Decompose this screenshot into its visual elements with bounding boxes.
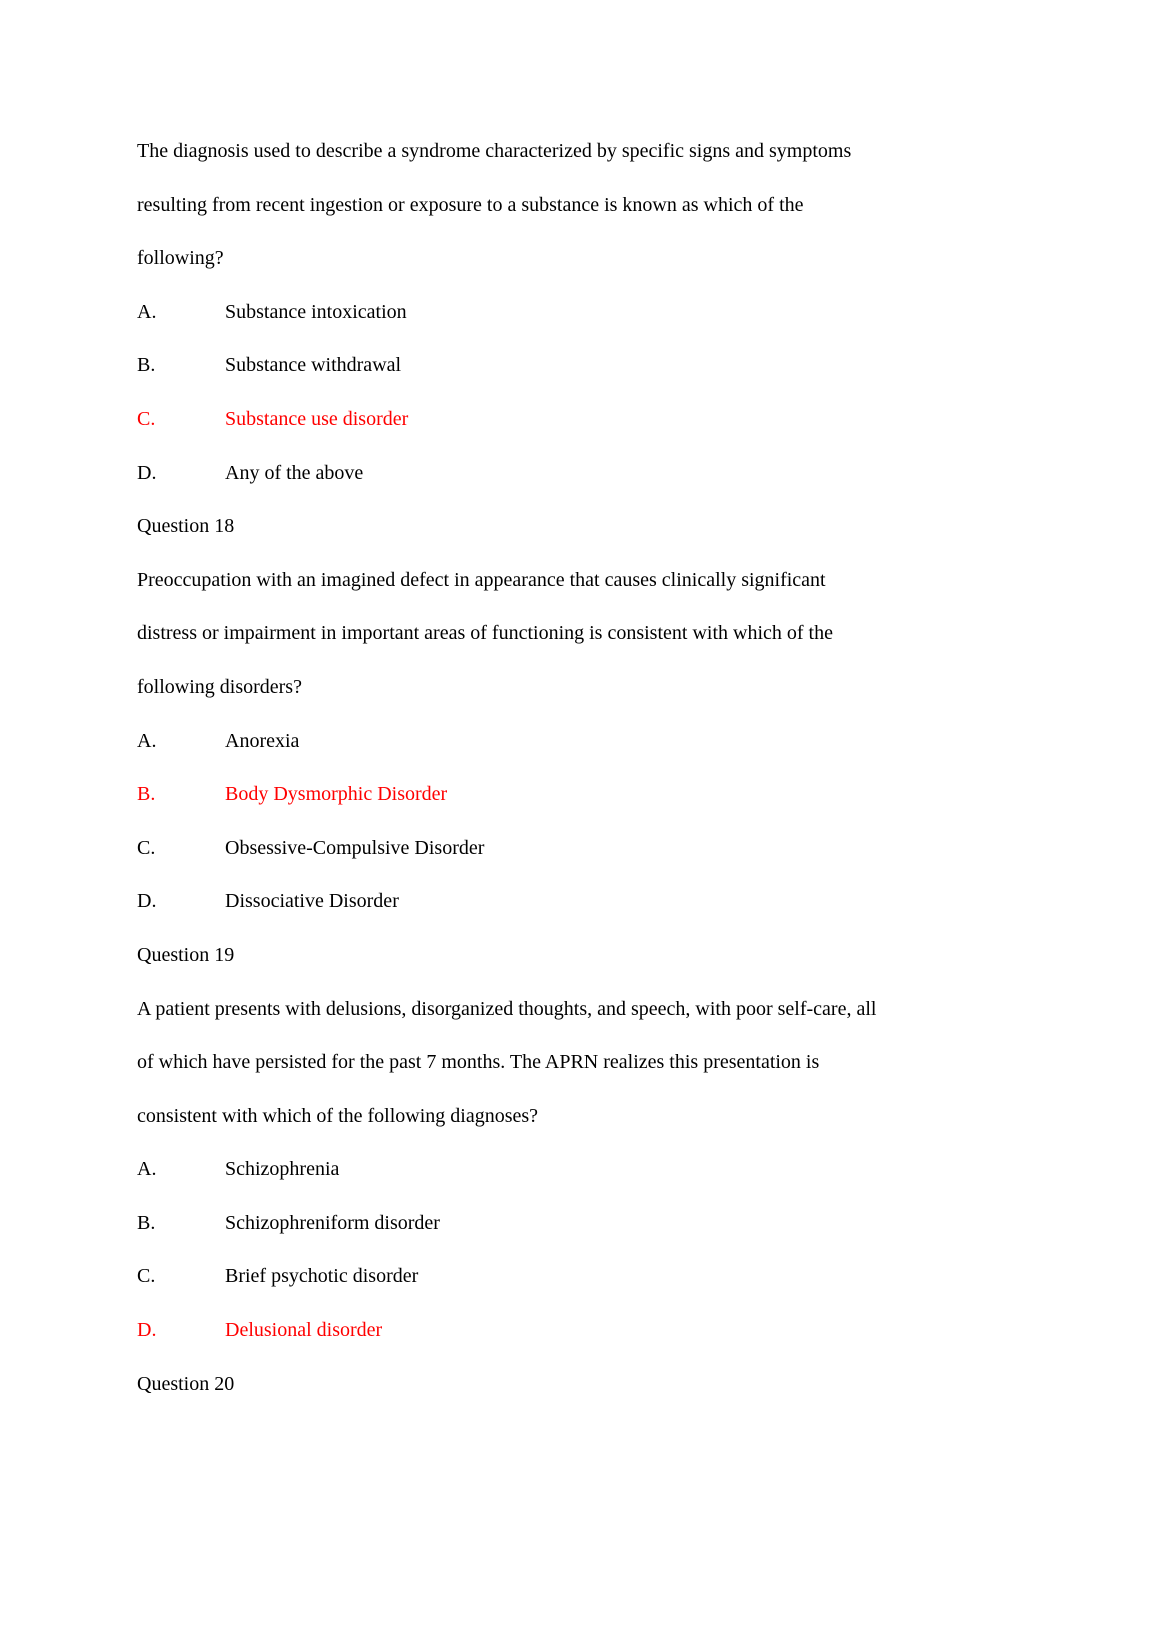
answer-option: [137, 1197, 1027, 1251]
answer-option: [137, 715, 1027, 769]
option-letter: A.: [137, 1158, 157, 1181]
question-prompt-line: A patient presents with delusions, disorganized thoughts, and speech, with poor self-care, all: [137, 997, 877, 1020]
option-letter: A.: [137, 729, 157, 752]
option-text: Delusional disorder: [225, 1319, 383, 1342]
answer-option: [137, 447, 1027, 501]
answer-option: [137, 286, 1027, 340]
answer-option: [137, 393, 1027, 447]
option-text: Brief psychotic disorder: [225, 1265, 419, 1288]
question-prompt-line: of which have persisted for the past 7 months. The APRN realizes this presentation is: [137, 1051, 820, 1074]
question-prompt-line: The diagnosis used to describe a syndrome characterized by specific signs and symptoms: [137, 140, 852, 162]
question-prompt-line: distress or impairment in important areas of functioning is consistent with which of the: [137, 622, 833, 645]
option-letter: B.: [137, 354, 156, 377]
question-header: Question 19: [137, 943, 235, 966]
answer-option: [137, 875, 1027, 929]
answer-option: [137, 339, 1027, 393]
option-text: Dissociative Disorder: [225, 890, 399, 913]
answer-option: [137, 768, 1027, 822]
option-text: Substance intoxication: [225, 300, 407, 323]
option-letter: C.: [137, 407, 156, 430]
answer-option: [137, 1304, 1027, 1358]
option-letter: C.: [137, 1265, 156, 1288]
option-letter: D.: [137, 890, 157, 913]
question-prompt-line: consistent with which of the following diagnoses?: [137, 1104, 539, 1127]
question-prompt-line: following disorders?: [137, 675, 302, 698]
option-text: Substance withdrawal: [225, 354, 402, 377]
option-letter: B.: [137, 1211, 156, 1234]
option-text: Any of the above: [225, 461, 364, 484]
question-prompt-line: resulting from recent ingestion or exposure to a substance is known as which of the: [137, 193, 804, 216]
question-header: Question 18: [137, 515, 235, 538]
option-text: Body Dysmorphic Disorder: [225, 783, 448, 806]
question-header: Question 20: [137, 1372, 235, 1395]
question-prompt-line: Preoccupation with an imagined defect in appearance that causes clinically significant: [137, 568, 826, 591]
option-text: Schizophreniform disorder: [225, 1211, 440, 1234]
option-letter: C.: [137, 836, 156, 859]
answer-option: [137, 1143, 1027, 1197]
option-letter: A.: [137, 300, 157, 323]
option-letter: D.: [137, 1319, 157, 1342]
question-prompt-line: following?: [137, 247, 224, 270]
option-text: Schizophrenia: [225, 1158, 340, 1181]
option-letter: D.: [137, 461, 157, 484]
answer-option: [137, 1250, 1027, 1304]
quiz-content: [137, 125, 1027, 1411]
option-text: Anorexia: [225, 729, 300, 752]
option-text: Obsessive-Compulsive Disorder: [225, 836, 485, 859]
option-text: Substance use disorder: [225, 407, 409, 430]
option-letter: B.: [137, 783, 156, 806]
answer-option: [137, 822, 1027, 876]
